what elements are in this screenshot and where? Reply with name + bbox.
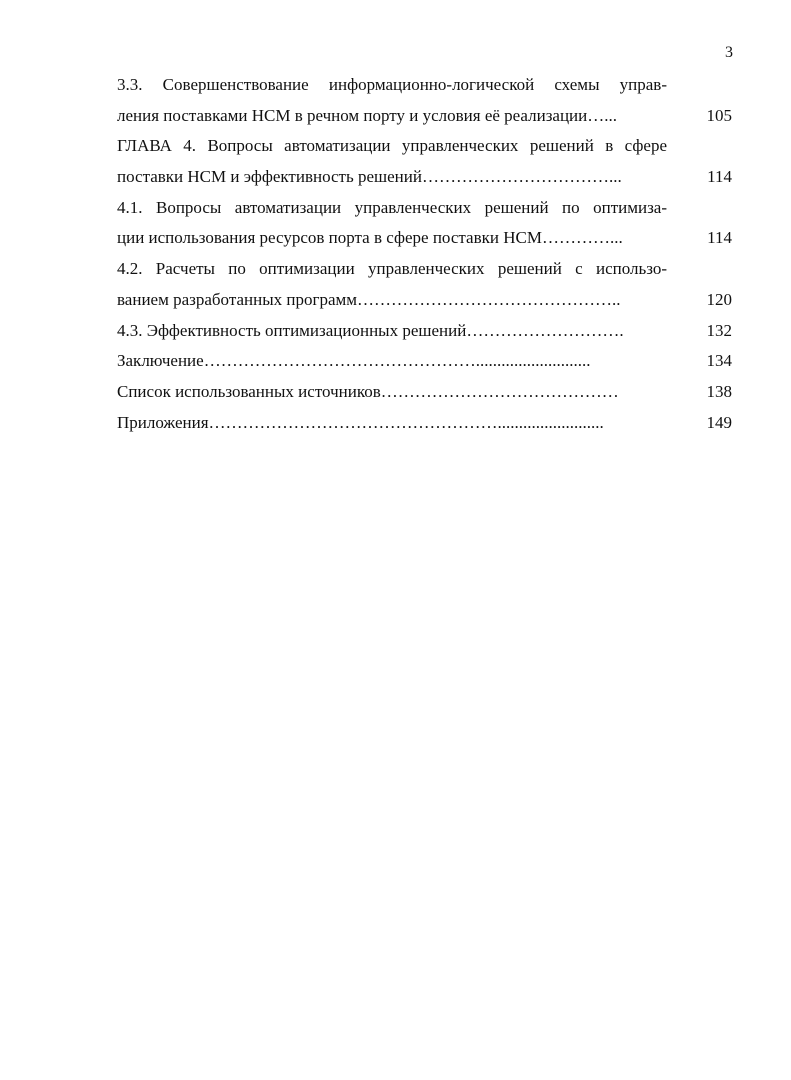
toc-entry-4-1-line-2 bbox=[117, 223, 732, 254]
toc-entry-chapter-4-line-1 bbox=[117, 131, 732, 162]
toc-entry-4-1-line-1 bbox=[117, 193, 732, 224]
toc-entry-text: Список использованных источников…………………………………… bbox=[117, 381, 619, 401]
toc-entry-text: Приложения……………………………………………......................... bbox=[117, 412, 604, 432]
toc-page-number: 149 bbox=[706, 412, 732, 432]
toc-page-number: 138 bbox=[706, 381, 732, 401]
toc-entry-chapter-4-line-2 bbox=[117, 162, 732, 193]
toc-entry-text: 3.3. Совершенствование информационно-логической схемы управ- bbox=[117, 75, 667, 94]
toc-page-number: 114 bbox=[707, 167, 732, 187]
toc-entry-conclusion bbox=[117, 346, 732, 377]
toc-entry-4-2-line-2 bbox=[117, 285, 732, 316]
toc-entry-text: 4.2. Расчеты по оптимизации управленческих решений с использо- bbox=[117, 259, 667, 279]
toc-page-number: 132 bbox=[706, 320, 732, 340]
toc-entry-text: ванием разработанных программ……………………………………….. bbox=[117, 289, 621, 309]
toc-page-number: 134 bbox=[706, 351, 732, 371]
toc-entry-text: поставки НСМ и эффективность решений……………………………... bbox=[117, 167, 622, 187]
toc-entry-text: 4.3. Эффективность оптимизационных решений………………………. bbox=[117, 320, 624, 340]
toc-entry-4-3 bbox=[117, 316, 732, 347]
toc-entry-3-3-line-2 bbox=[117, 101, 732, 132]
table-of-contents bbox=[117, 70, 732, 438]
toc-entry-text: Заключение…………………………………………........................... bbox=[117, 351, 591, 371]
toc-entry-references bbox=[117, 377, 732, 408]
toc-entry-appendices bbox=[117, 408, 732, 439]
toc-page-number: 114 bbox=[707, 228, 732, 248]
page-number: 3 bbox=[725, 44, 733, 61]
toc-entry-4-2-line-1 bbox=[117, 254, 732, 285]
toc-entry-text: ГЛАВА 4. Вопросы автоматизации управленческих решений в сфере bbox=[117, 136, 667, 156]
toc-entry-text: ления поставками НСМ в речном порту и условия её реализации…... bbox=[117, 105, 618, 125]
toc-entry-text: 4.1. Вопросы автоматизации управленческих решений по оптимиза- bbox=[117, 197, 667, 217]
toc-page-number: 120 bbox=[706, 289, 732, 309]
toc-entry-3-3-line-1 bbox=[117, 70, 732, 101]
toc-entry-text: ции использования ресурсов порта в сфере поставки НСМ…………... bbox=[117, 228, 623, 248]
toc-page-number: 105 bbox=[706, 105, 732, 125]
